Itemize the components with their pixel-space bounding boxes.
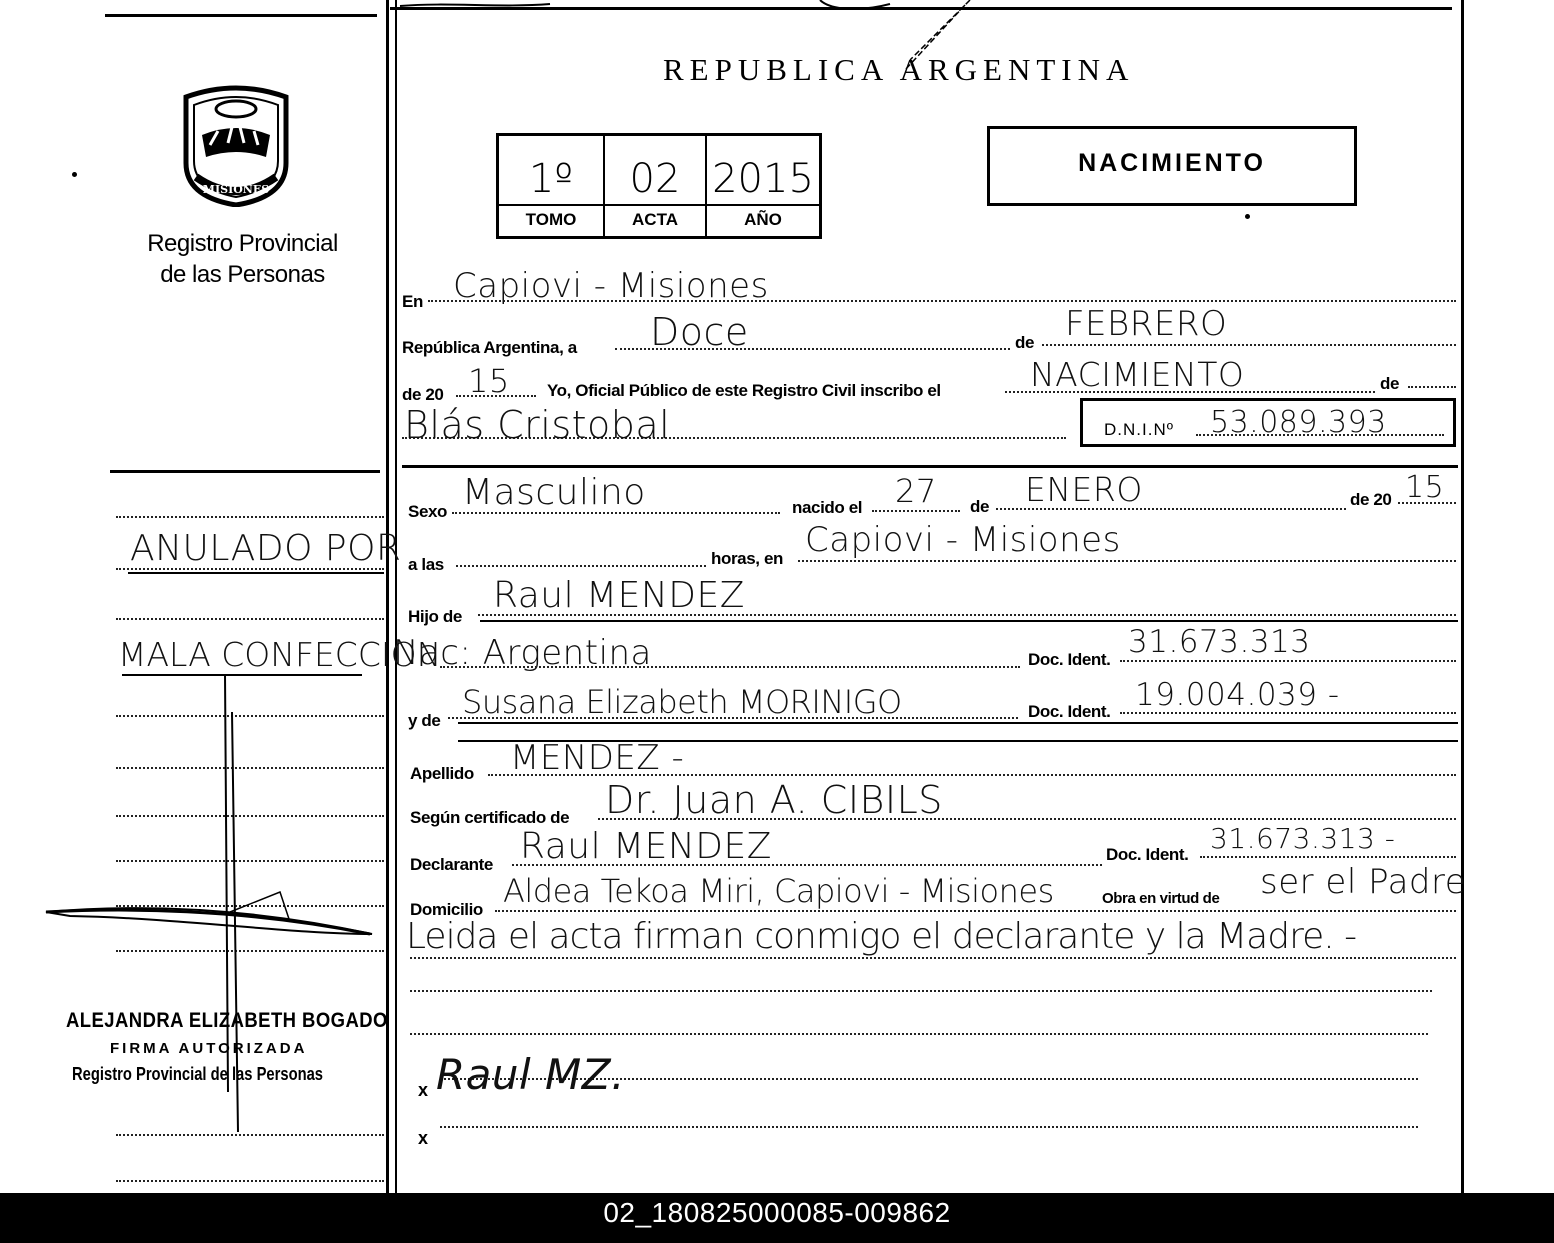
doc1-label: Doc. Ident. [1028, 650, 1111, 669]
side-line [116, 516, 384, 518]
seal-text: MISIONES [202, 183, 270, 196]
official-registry: Registro Provincial de las Personas [72, 1064, 324, 1084]
registry-title [120, 228, 365, 290]
record-number-box [496, 133, 822, 239]
signature1-mark: x [418, 1080, 428, 1100]
mother-name-value: Susana Elizabeth MORINIGO [462, 683, 902, 721]
alas-label: a las [408, 555, 444, 574]
child-name-value: Blás Cristobal [404, 403, 671, 447]
empty-line [410, 990, 1432, 992]
yo-oficial-label: Yo, Oficial Público de este Registro Civil inscribo el [547, 381, 941, 400]
dni-value: 53.089.393 [1210, 405, 1387, 440]
yde-label: y de [408, 711, 441, 730]
month-line [1042, 344, 1456, 346]
hijo-label: Hijo de [408, 607, 462, 626]
signature1-value: Raul MZ. [436, 1050, 625, 1099]
father-doc-value: 31.673.313 [1128, 624, 1311, 660]
acta-value: 02 [629, 156, 681, 202]
de3-label: de [970, 497, 990, 516]
side-line [116, 618, 384, 620]
empty-line [410, 1033, 1428, 1035]
republica-label: República Argentina, a [402, 338, 577, 357]
official-name: ALEJANDRA ELIZABETH BOGADO [66, 1009, 388, 1032]
registry-title-line2: de las Personas [160, 261, 325, 288]
en-value: Capiovi - Misiones [453, 266, 769, 306]
side-line [116, 1180, 384, 1182]
form-right-border [1461, 0, 1464, 1193]
en-label: En [402, 292, 423, 311]
signature2-line [440, 1126, 1418, 1128]
hours-line [456, 565, 706, 567]
country-title: REPUBLICA ARGENTINA [663, 52, 1135, 87]
doc3-label: Doc. Ident. [1106, 845, 1189, 864]
de2-line [1408, 386, 1456, 388]
leida-value: Leida el acta firman conmigo el declarante y la Madre. - [406, 916, 1357, 957]
obra-label: Obra en virtud de [1102, 890, 1220, 907]
sexo-label: Sexo [408, 502, 448, 521]
sexo-value: Masculino [462, 472, 646, 513]
declarante-doc-line [1200, 856, 1456, 858]
horas-label: horas, en [711, 549, 783, 568]
annulment-underline1 [128, 572, 384, 574]
section-divider-2 [480, 620, 1458, 622]
official-role: FIRMA AUTORIZADA [110, 1040, 308, 1057]
stray-dot [1245, 214, 1250, 219]
misiones-seal-icon [178, 85, 294, 207]
tomo-cell [499, 136, 605, 236]
domicilio-line [495, 910, 1456, 912]
dni-label: D.N.I.Nº [1104, 420, 1174, 439]
nationality-line [440, 666, 1020, 668]
anio-value: 2015 [712, 156, 814, 202]
anio-cell [707, 136, 819, 236]
section-divider-3 [458, 722, 1458, 724]
birth-day-value: 27 [895, 472, 937, 510]
day-value: Doce [650, 310, 749, 354]
section-divider-1 [402, 465, 1458, 468]
father-nationality-value: Nac: Argentina [393, 633, 652, 673]
apellido-value: MENDEZ - [510, 738, 685, 778]
de1-label: de [1015, 333, 1035, 352]
signature2-mark: x [418, 1128, 428, 1148]
record-type-box [987, 126, 1357, 206]
segun-label: Según certificado de [410, 808, 570, 827]
declarante-value: Raul MENDEZ [520, 826, 772, 867]
de2-label: de [1380, 374, 1400, 393]
father-doc-line [1120, 660, 1456, 662]
stray-dot-left [72, 172, 77, 177]
tomo-value: 1º [528, 156, 574, 202]
inscribo-value: NACIMIENTO [1030, 355, 1245, 394]
birth-place-value: Capiovi - Misiones [805, 520, 1121, 560]
left-section-rule [110, 470, 380, 473]
birth-place-line [798, 560, 1456, 562]
birth-month-value: ENERO [1025, 470, 1143, 509]
father-name-value: Raul MENDEZ [493, 575, 745, 616]
tomo-label: TOMO [499, 204, 603, 234]
mother-doc-value: 19.004.039 - [1135, 677, 1340, 713]
doc2-label: Doc. Ident. [1028, 702, 1111, 721]
certificado-value: Dr. Juan A. CIBILS [605, 778, 943, 822]
birth-day-line [872, 510, 960, 512]
birth-year-value: 15 [1405, 470, 1445, 505]
document-id: 02_180825000085-009862 [603, 1197, 951, 1228]
apellido-label: Apellido [410, 764, 474, 783]
top-left-rule [105, 14, 377, 17]
leida-line [410, 957, 1456, 959]
obra-value: ser el Padre [1260, 862, 1467, 902]
domicilio-label: Domicilio [410, 900, 483, 919]
domicilio-value: Aldea Tekoa Miri, Capiovi - Misiones [503, 872, 1054, 910]
declarante-doc-value: 31.673.313 - [1210, 822, 1396, 855]
year-value: 15 [468, 362, 510, 400]
anio-label: AÑO [707, 204, 819, 234]
de20-label: de 20 [402, 385, 444, 404]
acta-label: ACTA [605, 204, 705, 234]
nacido-label: nacido el [792, 498, 863, 517]
de20b-label: de 20 [1350, 490, 1392, 509]
annulment-line1: ANULADO POR [130, 528, 402, 569]
record-type-label: NACIMIENTO [1078, 149, 1266, 177]
declarante-label: Declarante [410, 855, 493, 874]
month-value: FEBRERO [1065, 304, 1228, 344]
registry-title-line1: Registro Provincial [147, 230, 338, 257]
acta-cell [605, 136, 707, 236]
annulment-line2: MALA CONFECCION [118, 635, 442, 674]
